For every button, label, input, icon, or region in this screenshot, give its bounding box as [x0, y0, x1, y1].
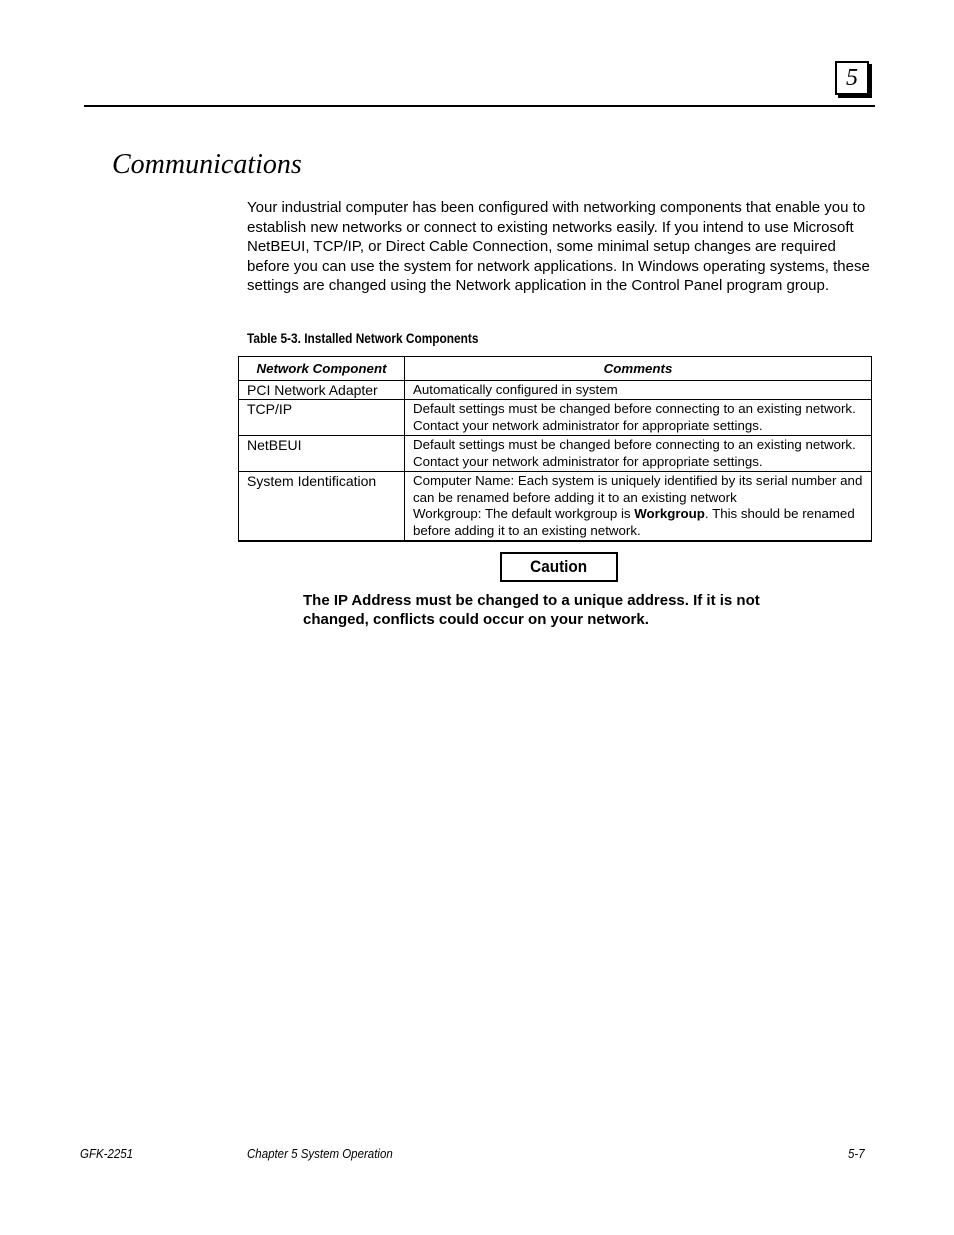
- workgroup-name: Workgroup: [634, 506, 705, 521]
- component-cell: TCP/IP: [239, 400, 405, 436]
- header-rule: [84, 105, 875, 107]
- caution-label: [500, 552, 618, 582]
- table-row: [239, 380, 872, 400]
- table-row: [239, 436, 872, 472]
- comments-line: Computer Name: Each system is uniquely identified by its serial number and can be renamed before adding it to an existing network: [413, 473, 863, 505]
- network-components-table: [238, 356, 872, 542]
- caution-label-text: Caution: [530, 557, 588, 576]
- comments-cell: Automatically configured in system: [405, 380, 872, 400]
- table-row: [239, 472, 872, 542]
- component-cell: System Identification: [239, 472, 405, 542]
- table-row: [239, 400, 872, 436]
- intro-paragraph: Your industrial computer has been configured with networking components that enable you to establish new networks or connect to existing networks easily. If you intend to use Microsoft NetBEUI, TCP/IP, or Direct Cable Connection, some minimal setup changes are required before you can use the system for network applications. In Windows operating systems, these settings are changed using the Network application in the Control Panel program group.: [247, 199, 870, 295]
- chapter-number-box: [835, 61, 869, 95]
- component-cell: PCI Network Adapter: [239, 380, 405, 400]
- comments-text: Workgroup: The default workgroup is: [413, 506, 635, 521]
- comments-text: . This should be renamed before adding it to an existing network.: [413, 506, 855, 538]
- column-header-component: Network Component: [239, 357, 405, 381]
- comments-cell: Default settings must be changed before connecting to an existing network. Contact your network administrator for appropriate settings.: [405, 400, 872, 436]
- footer-chapter: Chapter 5 System Operation: [247, 1147, 393, 1161]
- component-cell: NetBEUI: [239, 436, 405, 472]
- caution-text: The IP Address must be changed to a unique address. If it is not changed, conflicts could occur on your network.: [303, 592, 760, 628]
- comments-line: [413, 506, 863, 539]
- chapter-number: 5: [846, 65, 858, 91]
- section-title: Communications: [112, 149, 302, 180]
- comments-cell: Default settings must be changed before connecting to an existing network. Contact your network administrator for appropriate settings.: [405, 436, 872, 472]
- footer-doc-id: GFK-2251: [80, 1147, 134, 1161]
- table-header-row: [239, 357, 872, 381]
- column-header-comments: Comments: [405, 357, 872, 381]
- comments-cell: [405, 472, 872, 542]
- footer-page-number: 5-7: [848, 1147, 865, 1161]
- table-caption: Table 5-3. Installed Network Components: [247, 331, 479, 346]
